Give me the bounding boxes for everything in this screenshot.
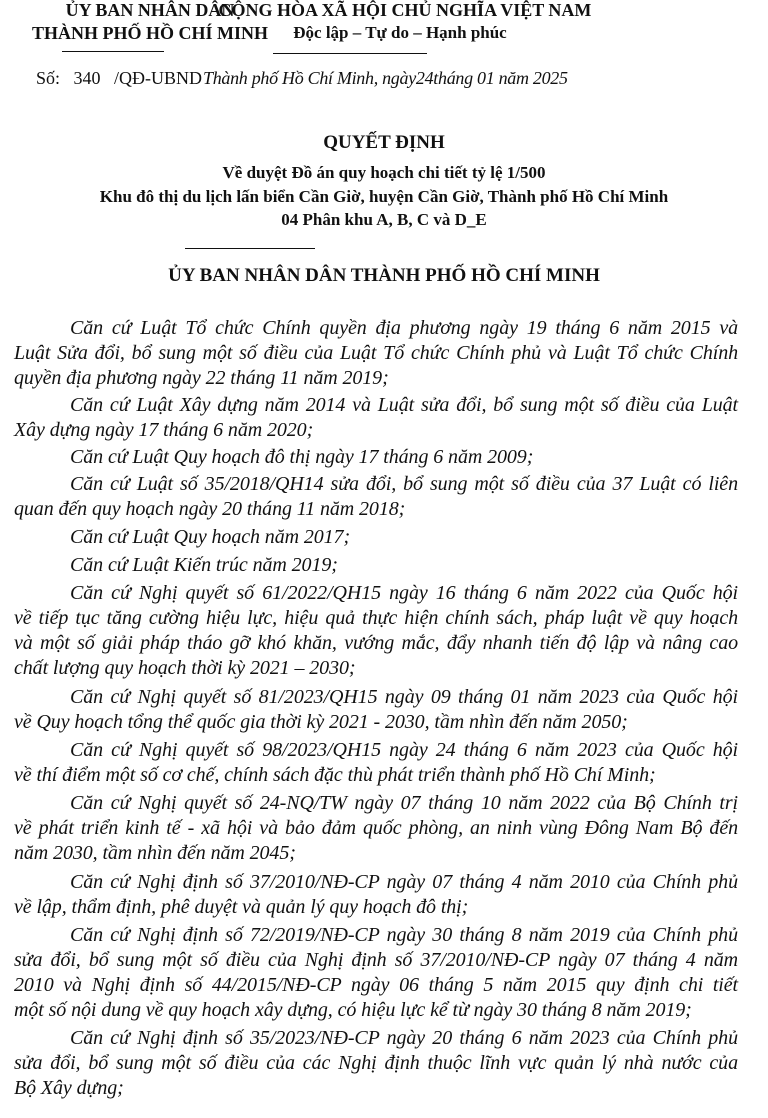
number-suffix: /QĐ-UBND (114, 68, 203, 88)
document-number (36, 68, 202, 89)
body-line: về tiếp tục tăng cường hiệu lực, hiệu quả thực hiện chính sách, pháp luật về quy hoạch (14, 607, 738, 629)
decision-subtitle-3: 04 Phân khu A, B, C và D_E (281, 210, 487, 229)
body-line: Căn cứ Luật Tổ chức Chính quyền địa phương ngày 19 tháng 6 năm 2015 và (70, 317, 738, 339)
body-line: năm 2030, tầm nhìn đến năm 2045; (14, 842, 296, 864)
issuer-line1: ỦY BAN NHÂN DÂN (65, 0, 235, 20)
body-line: về lập, thẩm định, phê duyệt và quản lý quy hoạch đô thị; (14, 896, 469, 918)
body-line: quan đến quy hoạch ngày 20 tháng 11 năm 2018; (14, 498, 406, 520)
title-divider (185, 248, 315, 249)
decision-heading: QUYẾT ĐỊNH (323, 132, 445, 153)
authority-heading: ỦY BAN NHÂN DÂN THÀNH PHỐ HỒ CHÍ MINH (168, 265, 600, 286)
number-label: Số: (36, 68, 61, 88)
body-line: Căn cứ Luật Kiến trúc năm 2019; (70, 554, 338, 576)
body-line: Căn cứ Luật Quy hoạch năm 2017; (70, 526, 351, 548)
place-date: Thành phố Hồ Chí Minh, ngày24tháng 01 năm 2025 (203, 68, 568, 88)
body-line: Căn cứ Nghị quyết số 98/2023/QH15 ngày 24 tháng 6 năm 2023 của Quốc hội (70, 739, 738, 761)
body-line: về phát triển kinh tế - xã hội và bảo đảm quốc phòng, an ninh vùng Đông Nam Bộ đến (14, 817, 738, 839)
body-line: Căn cứ Nghị định số 35/2023/NĐ-CP ngày 20 tháng 6 năm 2023 của Chính phủ (70, 1027, 738, 1049)
body-line: Căn cứ Luật Xây dựng năm 2014 và Luật sửa đổi, bổ sung một số điều của Luật (70, 394, 738, 416)
body-line: và một số giải pháp tháo gỡ khó khăn, vướng mắc, đẩy nhanh tiến độ lập và nâng cao (14, 632, 738, 654)
decision-subtitle-1: Về duyệt Đồ án quy hoạch chi tiết tỷ lệ 1/500 (222, 163, 546, 182)
nation-title: CỘNG HÒA XÃ HỘI CHỦ NGHĨA VIỆT NAM (218, 0, 592, 20)
body-line: Căn cứ Luật số 35/2018/QH14 sửa đổi, bổ sung một số điều của 37 Luật có liên (70, 473, 738, 495)
body-line: sửa đổi, bổ sung một số điều của các Nghị định thuộc lĩnh vực quản lý nhà nước của (14, 1052, 738, 1074)
body-line: Căn cứ Nghị quyết số 24-NQ/TW ngày 07 tháng 10 năm 2022 của Bộ Chính trị (70, 792, 738, 814)
body-line: chất lượng quy hoạch thời kỳ 2021 – 2030; (14, 657, 356, 679)
body-line: Căn cứ Luật Quy hoạch đô thị ngày 17 tháng 6 năm 2009; (70, 446, 534, 468)
motto-underline (273, 53, 427, 54)
body-line: sửa đổi, bổ sung một số điều của Nghị định số 37/2010/NĐ-CP ngày 07 tháng 4 năm (14, 949, 738, 971)
number-value: 340 (73, 68, 101, 88)
body-line: về Quy hoạch tổng thể quốc gia thời kỳ 2021 - 2030, tầm nhìn đến năm 2050; (14, 711, 628, 733)
body-line: quyền địa phương ngày 22 tháng 11 năm 2019; (14, 367, 389, 389)
body-line: Luật Sửa đổi, bổ sung một số điều của Luật Tổ chức Chính phủ và Luật Tổ chức Chính (14, 342, 738, 364)
motto: Độc lập – Tự do – Hạnh phúc (293, 23, 507, 42)
issuer-underline (62, 51, 164, 52)
issuer-line2: THÀNH PHỐ HỒ CHÍ MINH (31, 23, 268, 43)
body-line: Căn cứ Nghị định số 72/2019/NĐ-CP ngày 30 tháng 8 năm 2019 của Chính phủ (70, 924, 738, 946)
body-line: 2010 và Nghị định số 44/2015/NĐ-CP ngày 06 tháng 5 năm 2015 quy định chi tiết (14, 974, 738, 996)
body-line: Căn cứ Nghị định số 37/2010/NĐ-CP ngày 07 tháng 4 năm 2010 của Chính phủ (70, 871, 738, 893)
body-line: về thí điểm một số cơ chế, chính sách đặc thù phát triển thành phố Hồ Chí Minh; (14, 764, 656, 786)
body-line: Bộ Xây dựng; (14, 1077, 124, 1099)
body-line: một số nội dung về quy hoạch xây dựng, có hiệu lực kể từ ngày 30 tháng 8 năm 2019; (14, 999, 692, 1021)
decision-subtitle-2: Khu đô thị du lịch lấn biển Cần Giờ, huyện Cần Giờ, Thành phố Hồ Chí Minh (99, 187, 669, 206)
body-line: Căn cứ Nghị quyết số 81/2023/QH15 ngày 09 tháng 01 năm 2023 của Quốc hội (70, 686, 738, 708)
body-line: Xây dựng ngày 17 tháng 6 năm 2020; (14, 419, 314, 441)
body-line: Căn cứ Nghị quyết số 61/2022/QH15 ngày 16 tháng 6 năm 2022 của Quốc hội (70, 582, 738, 604)
